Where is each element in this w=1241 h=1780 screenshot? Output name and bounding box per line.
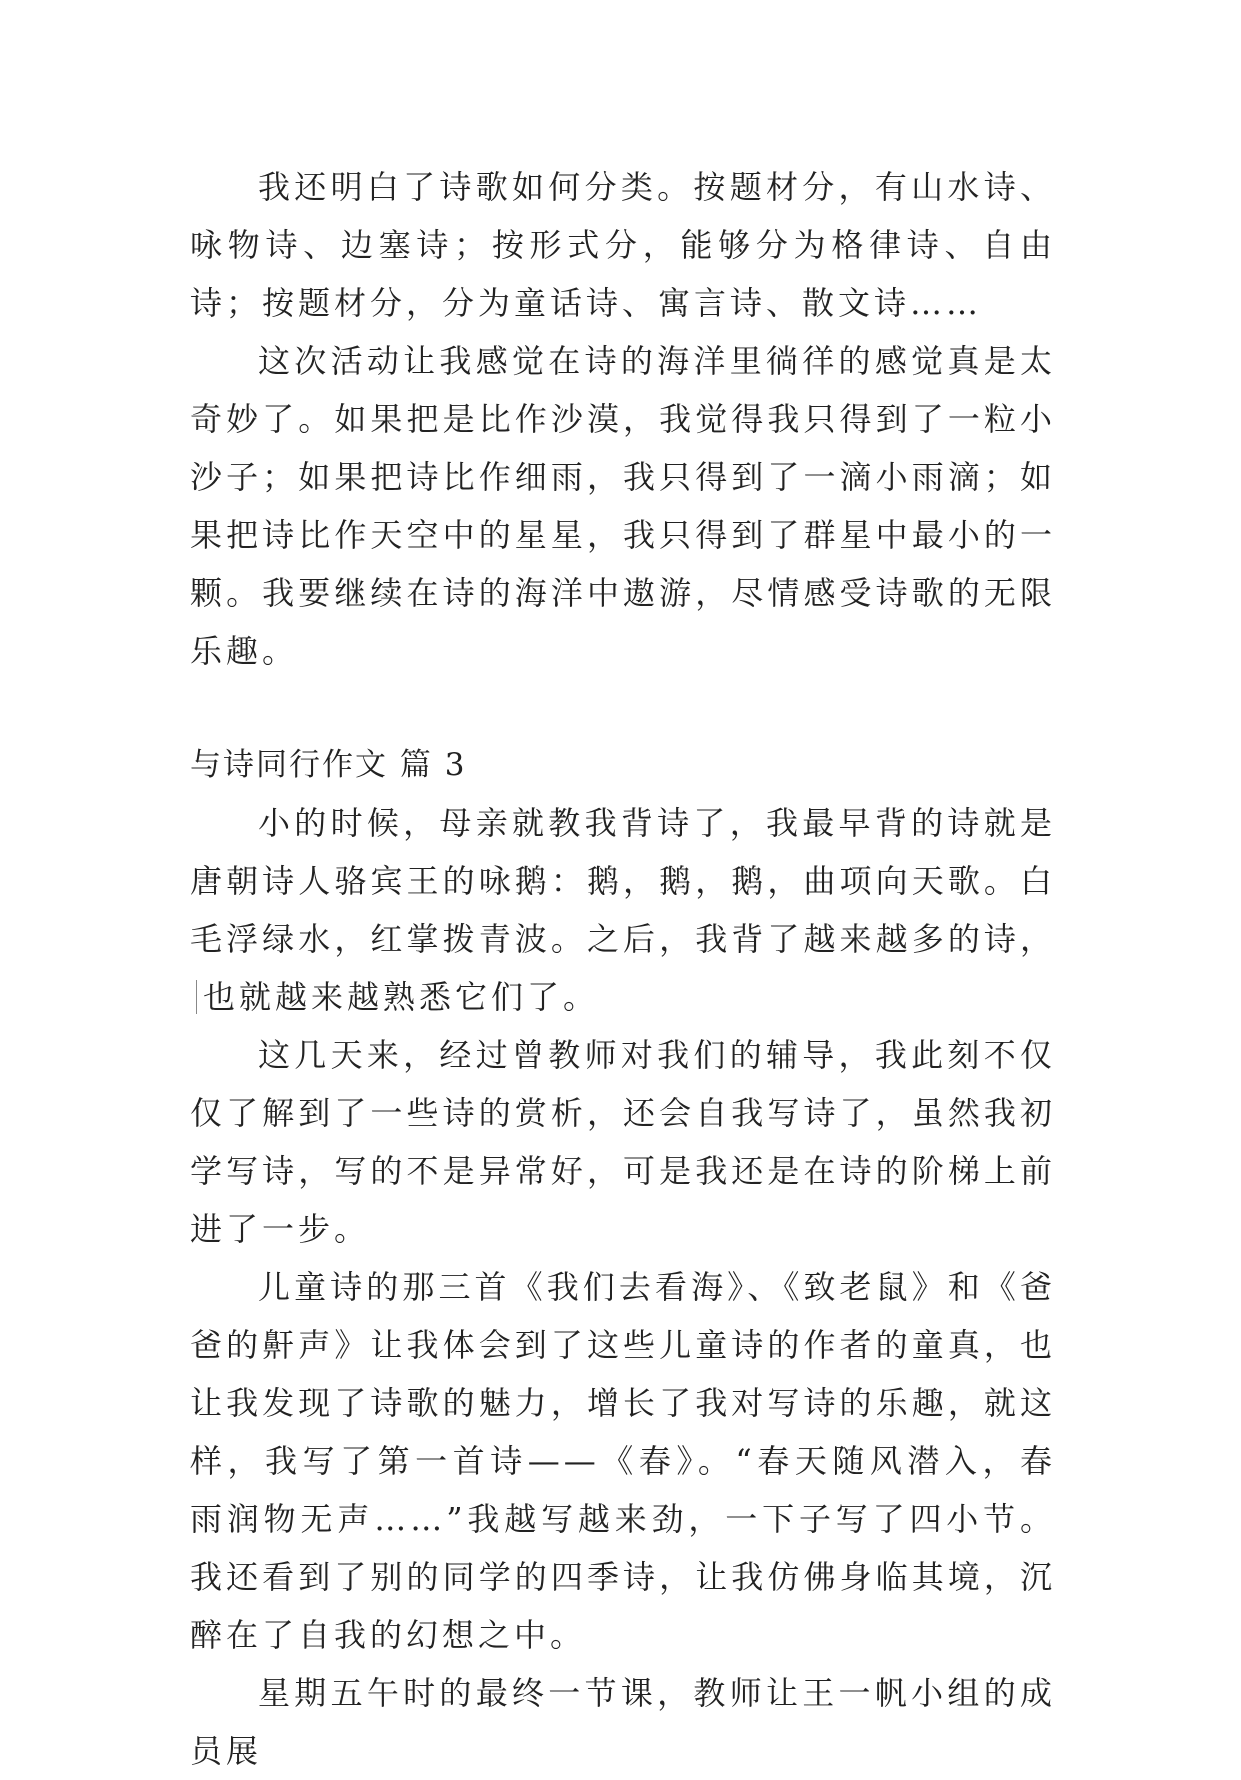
paragraph-childrens-poems: 儿童诗的那三首《我们去看海》、《致老鼠》和《爸爸的鼾声》让我体会到了这些儿童诗的作者的童真，也让我发现了诗歌的魅力，增长了我对写诗的乐趣，就这样，我写了第一首诗——《春》。“春天随风潜入，春雨润物无声……”我越写越来劲，一下子写了四小节。我还看到了别的同学的四季诗，让我仿佛身临其境，沉醉在了自我的幻想之中。: [190, 1268, 1056, 1654]
paragraph-activity-feeling: 这次活动让我感觉在诗的海洋里徜徉的感觉真是太奇妙了。如果把是比作沙漠，我觉得我只得到了一粒小沙子；如果把诗比作细雨，我只得到了一滴小雨滴；如果把诗比作天空中的星星，我只得到了群星中最小的一颗。我要继续在诗的海洋中遨游，尽情感受诗歌的无限乐趣。: [190, 342, 1056, 670]
paragraph-teacher-guidance: 这几天来，经过曾教师对我们的辅导，我此刻不仅仅了解到了一些诗的赏析，还会自我写诗了，虽然我初学写诗，写的不是异常好，可是我还是在诗的阶梯上前进了一步。: [190, 1036, 1056, 1248]
document-body: [190, 158, 1056, 1780]
section-heading: 与诗同行作文 篇 3: [190, 747, 467, 783]
paragraph-text-before-cursor: 小的时候，母亲就教我背诗了，我最早背的诗就是唐朝诗人骆宾王的咏鹅：鹅，鹅，鹅，曲项向天歌。白毛浮绿水，红掌拨青波。之后，我背了越来越多的诗，: [190, 804, 1056, 958]
paragraph-childhood-poems: [190, 794, 1056, 1026]
paragraph-poetry-categories: 我还明白了诗歌如何分类。按题材分，有山水诗、咏物诗、边塞诗；按形式分，能够分为格律诗、自由诗；按题材分，分为童话诗、寓言诗、散文诗……: [190, 168, 1056, 322]
paragraph-text-after-cursor: 也就越来越熟悉它们了。: [203, 978, 600, 1016]
text-cursor-mark: [196, 980, 197, 1014]
paragraph-friday-class: 星期五午时的最终一节课，教师让王一帆小组的成员展: [190, 1674, 1056, 1770]
